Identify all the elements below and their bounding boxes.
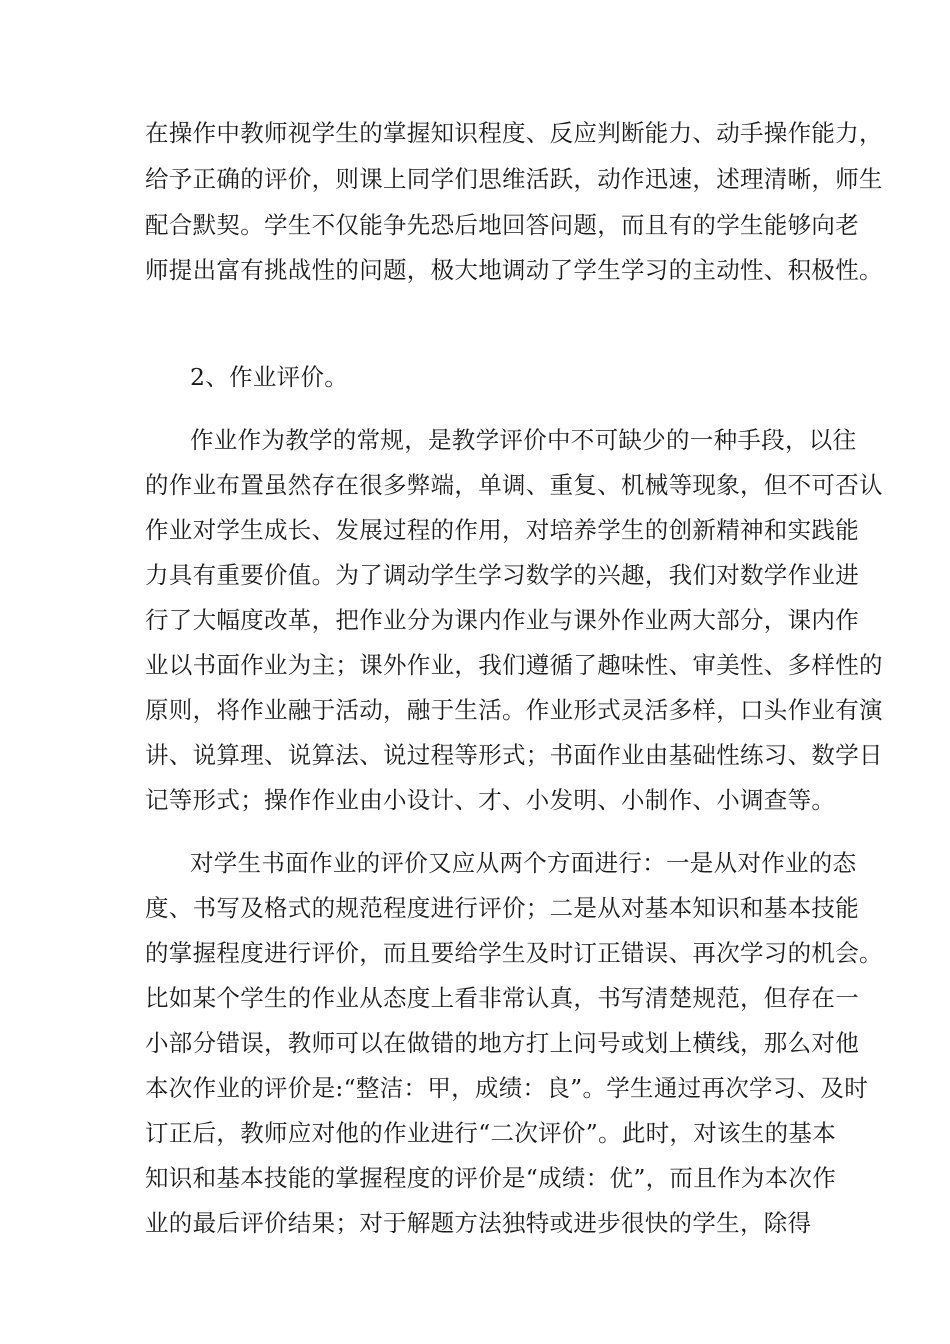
paragraph-1-line-2: 给予正确的评价，则课上同学们思维活跃，动作迅速，述理清晰，师生 [145,165,883,193]
paragraph-3-line-4: 比如某个学生的作业从态度上看非常认真，书写清楚规范，但存在一 [145,984,859,1012]
paragraph-3-line-6: 本次作业的评价是:“整洁：甲，成绩：良”。学生通过再次学习、及时 [145,1074,869,1102]
paragraph-2-line-8: 讲、说算理、说算法、说过程等形式；书面作业由基础性练习、数学日 [145,741,883,769]
paragraph-3-line-2: 度、书写及格式的规范程度进行评价；二是从对基本知识和基本技能 [145,894,859,922]
paragraph-2-line-9: 记等形式；操作作业由小设计、才、小发明、小制作、小调查等。 [145,786,836,814]
paragraph-2-line-6: 业以书面作业为主；课外作业，我们遵循了趣味性、审美性、多样性的 [145,651,883,679]
paragraph-3-line-9: 业的最后评价结果；对于解题方法独特或进步很快的学生，除得 [145,1209,812,1237]
paragraph-1-line-3: 配合默契。学生不仅能争先恐后地回答问题，而且有的学生能够向老 [145,211,859,239]
paragraph-3-line-8: 知识和基本技能的掌握程度的评价是“成绩：优”，而且作为本次作 [145,1164,837,1192]
paragraph-2-line-5: 行了大幅度改革，把作业分为课内作业与课外作业两大部分，课内作 [145,606,859,634]
paragraph-3-line-1: 对学生书面作业的评价又应从两个方面进行：一是从对作业的态 [190,849,857,877]
paragraph-1-line-4: 师提出富有挑战性的问题，极大地调动了学生学习的主动性、积极性。 [145,256,883,284]
paragraph-3-line-5: 小部分错误，教师可以在做错的地方打上问号或划上横线，那么对他 [145,1029,859,1057]
paragraph-2-line-3: 作业对学生成长、发展过程的作用，对培养学生的创新精神和实践能 [145,516,859,544]
paragraph-2-line-7: 原则，将作业融于活动，融于生活。作业形式灵活多样，口头作业有演 [145,696,883,724]
paragraph-3-line-7: 订正后，教师应对他的作业进行“二次评价”。此时，对该生的基本 [145,1119,837,1147]
paragraph-2-line-4: 力具有重要价值。为了调动学生学习数学的兴趣，我们对数学作业进 [145,561,859,589]
paragraph-1-line-1: 在操作中教师视学生的掌握知识程度、反应判断能力、动手操作能力， [145,119,883,147]
paragraph-2-line-1: 作业作为教学的常规，是教学评价中不可缺少的一种手段，以往 [190,426,857,454]
section-heading: 2、作业评价。 [190,363,349,391]
paragraph-2-line-2: 的作业布置虽然存在很多弊端，单调、重复、机械等现象，但不可否认 [145,471,883,499]
paragraph-3-line-3: 的掌握程度进行评价，而且要给学生及时订正错误、再次学习的机会。 [145,939,883,967]
